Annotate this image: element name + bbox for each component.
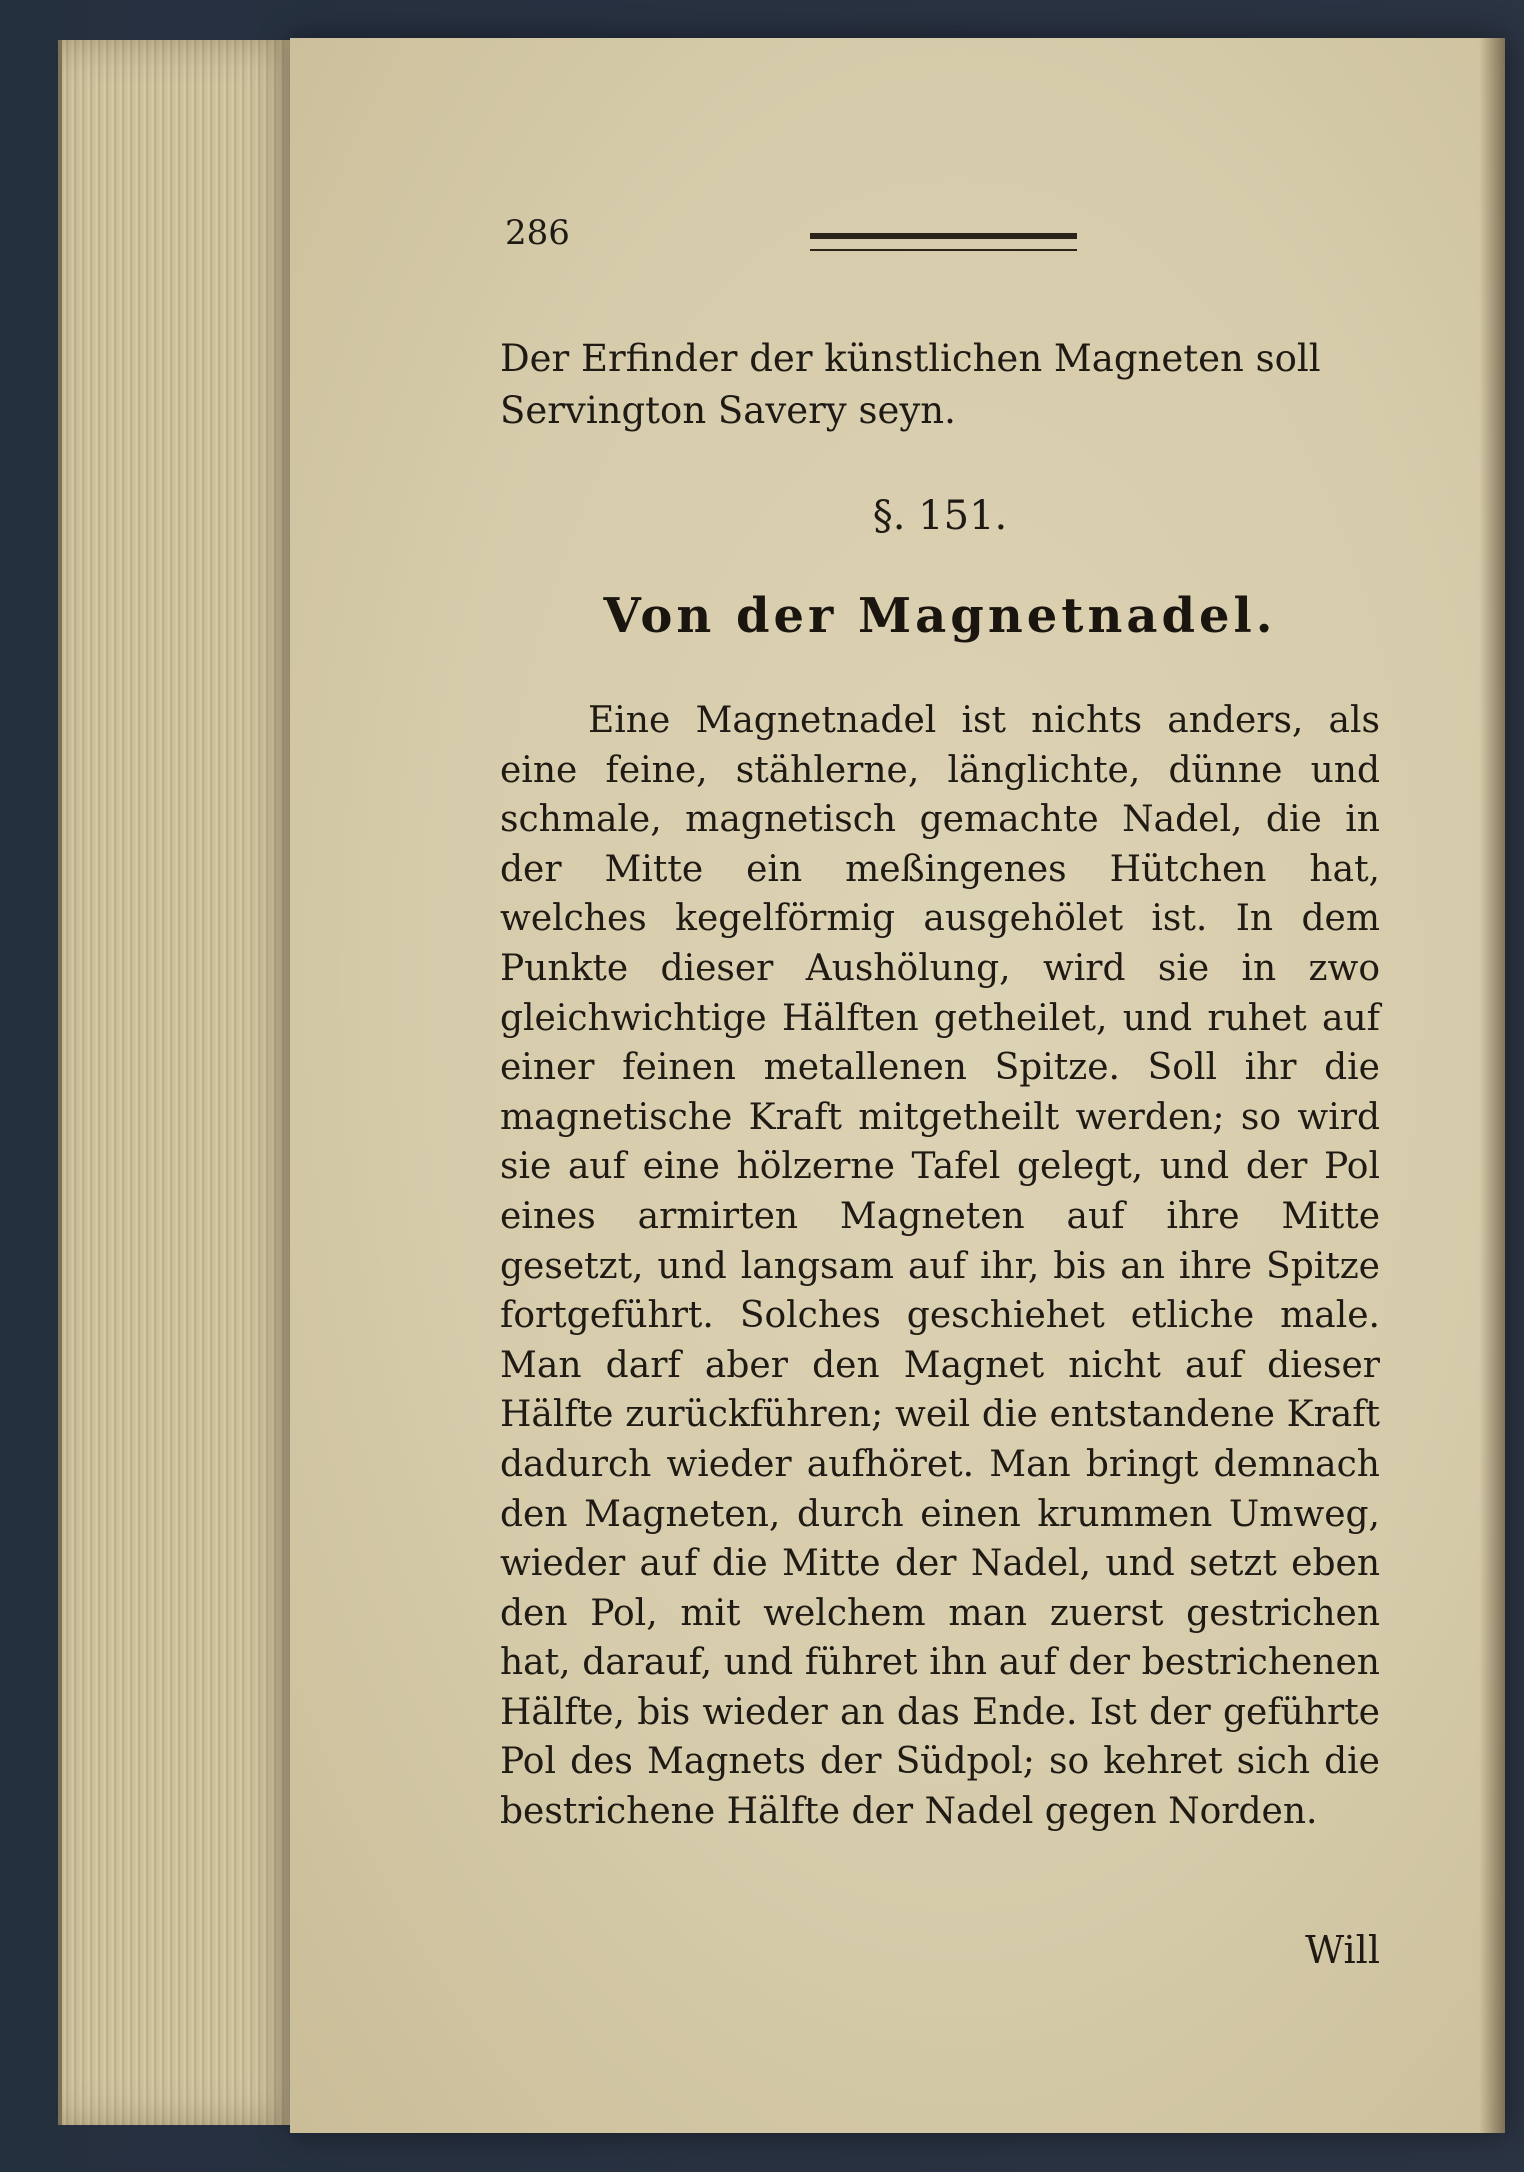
page-header [505,213,1385,263]
book-page [290,38,1505,2133]
body-text-block [500,696,1380,1837]
section-title: Von der Magnetnadel. [603,588,1277,644]
intro-text: Der Erfinder der künstlichen Magneten soll Servington Savery seyn. [500,337,1321,432]
book-page-edges [58,40,312,2125]
header-rule [810,233,1077,251]
catchword: Will [1305,1928,1380,1972]
section-number: §. 151. [872,493,1008,539]
page-number: 286 [505,213,570,253]
body-paragraph: Eine Magnetnadel ist nichts anders, als eine feine, stählerne, länglichte, dünne und schmale, magnetisch gemachte Nadel, die in der Mitte ein meßingenes Hütchen hat, welches kegelförmig ausgehölet ist. In dem Punkte dieser Aushölung, wird sie in zwo gleichwichtige Hälften getheilet, und ruhet auf einer feinen metallenen Spitze. Soll ihr die magnetische Kraft mitgetheilt werden; so wird sie auf eine hölzerne Tafel gelegt, und der Pol eines armirten Magneten auf ihre Mitte gesetzt, und langsam auf ihr, bis an ihre Spitze fortgeführt. Solches geschiehet etliche male. Man darf aber den Magnet nicht auf dieser Hälfte zurückführen; weil die entstandene Kraft dadurch wieder aufhöret. Man bringt demnach den Magneten, durch einen krummen Umweg, wieder auf die Mitte der Nadel, und setzt eben den Pol, mit welchem man zuerst gestrichen hat, darauf, und führet ihn auf der bestrichenen Hälfte, bis wieder an das Ende. Ist der geführte Pol des Magnets der Südpol; so kehret sich die bestrichene Hälfte der Nadel gegen Norden. [500,700,1380,1833]
